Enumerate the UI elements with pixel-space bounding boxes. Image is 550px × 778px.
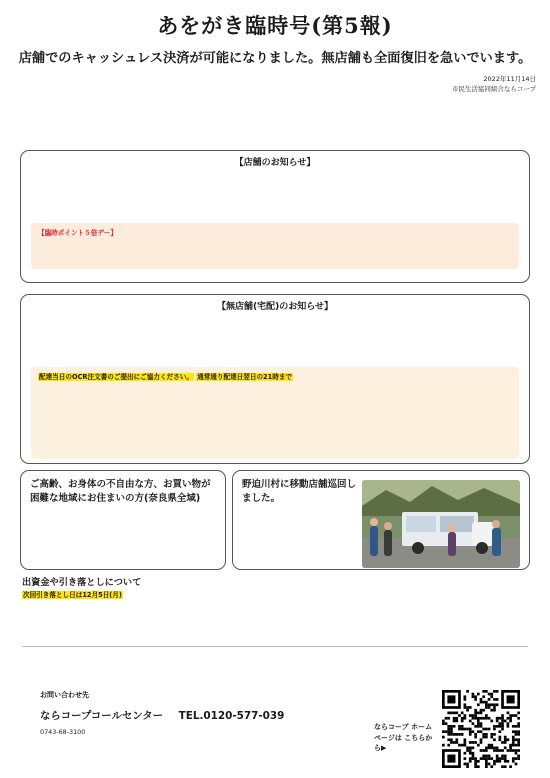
funds-heading: 出資金や引き落としについて <box>22 577 142 588</box>
support-box-title: ご高齢、お身体の不自由な方、お買い物が困難な地域にお住まいの方(奈良県全域) <box>30 479 211 504</box>
store-notice-body <box>31 173 519 217</box>
apology-body <box>22 651 528 685</box>
contact-label: お問い合わせ先 <box>40 691 89 699</box>
ocr-order-highlight: 配達当日のOCR注文書のご提出にご協力ください。 <box>39 373 193 381</box>
contact-main <box>40 707 370 722</box>
call-center-phone[interactable]: TEL.0120-577-039 <box>178 710 285 722</box>
delivery-notice-body <box>31 317 519 361</box>
mobile-store-body <box>242 509 362 557</box>
withdrawal-date-highlight: 次回引き落とし日は12月5日(月) <box>23 591 122 599</box>
support-box <box>20 470 226 570</box>
deadline-highlight: 通常通り配達日翌日の21時まで <box>197 373 293 381</box>
contact-notes <box>40 727 370 737</box>
homepage-note: ならコープ ホームページは こちらから▶ <box>374 723 433 752</box>
contact-block <box>40 690 370 737</box>
support-box-body <box>30 509 216 553</box>
mobile-store-title: 野迫川村に移動店舗巡回しました。 <box>242 479 357 504</box>
point-promo-block <box>31 223 519 269</box>
point-promo-label: 【臨時ポイント５倍デー】 <box>38 229 118 237</box>
lead-paragraph <box>18 106 532 140</box>
delivery-notice-box <box>20 294 530 464</box>
mobile-store-photo <box>362 480 520 568</box>
issue-date: 2022年11月14日 <box>483 75 536 83</box>
store-notice-heading: 【店舗のお知らせ】 <box>234 158 316 168</box>
mobile-store-photo-image <box>362 480 520 568</box>
newsletter-title: あをがき臨時号(第5報) <box>157 13 393 38</box>
qr-code-image <box>442 690 520 768</box>
delivery-schedule-block <box>31 367 519 459</box>
store-notice-box <box>20 150 530 283</box>
funds-section <box>22 576 528 624</box>
delivery-notice-heading: 【無店舗(宅配)のお知らせ】 <box>217 302 333 312</box>
newsletter-subtitle: 店舗でのキャッシュレス決済が可能になりました。無店舗も全面復旧を急いでいます。 <box>18 51 532 66</box>
publisher-name: 市民生活協同組合ならコープ <box>451 85 536 93</box>
apology-section <box>22 646 528 687</box>
contact-note-2: 0743-68-3100 <box>40 728 86 736</box>
mobile-store-box <box>232 470 530 570</box>
call-center-name: ならコープコールセンター <box>40 710 164 722</box>
dateline <box>14 74 536 94</box>
qr-code[interactable] <box>442 690 520 768</box>
funds-body <box>22 590 528 624</box>
mobile-store-text <box>242 478 362 557</box>
